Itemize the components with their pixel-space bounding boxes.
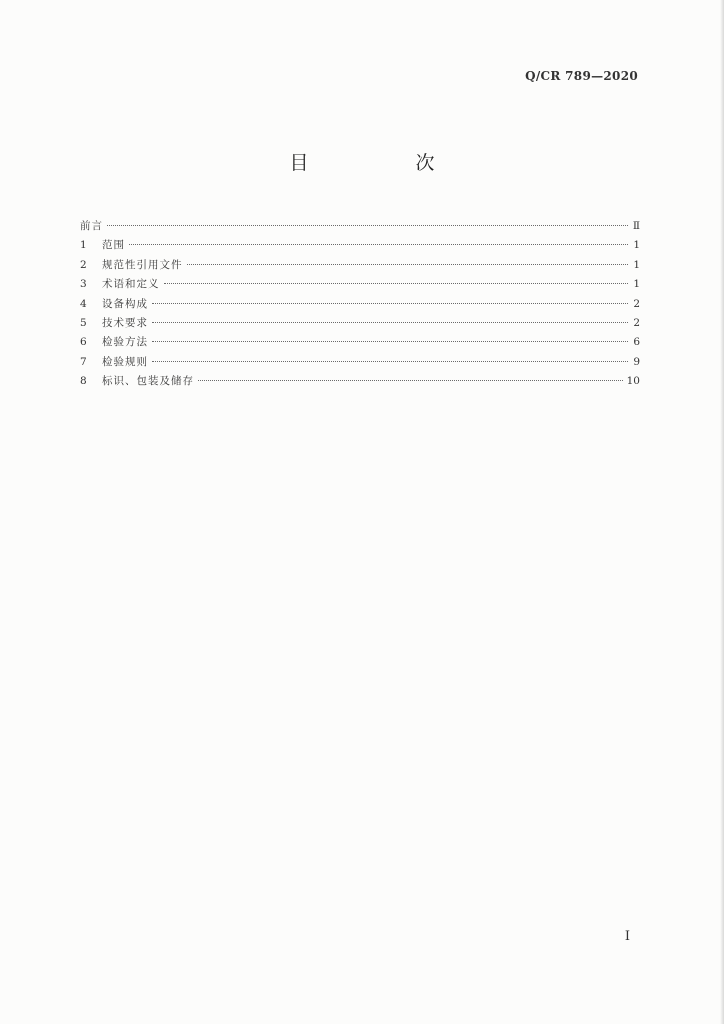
toc-entry-number: 1 xyxy=(80,239,87,252)
toc-entry-page: 10 xyxy=(626,375,640,388)
toc-entry-label: 设备构成 xyxy=(102,297,148,310)
toc-entry-page: 1 xyxy=(633,239,640,252)
toc-entry-page: 6 xyxy=(633,336,640,349)
toc-entry-page: Ⅱ xyxy=(632,220,640,232)
toc-entry-number: 8 xyxy=(80,375,87,388)
toc-entry-label: 检验方法 xyxy=(102,336,148,349)
toc-entry-number: 2 xyxy=(80,258,87,271)
toc-entry-page: 1 xyxy=(633,258,640,271)
toc-entry-number: 6 xyxy=(80,336,87,349)
toc-entry-marking-packaging-storage xyxy=(80,373,640,392)
toc-entry-normative-references xyxy=(80,257,640,276)
toc-entry-foreword xyxy=(80,218,640,237)
toc-dot-leader xyxy=(164,283,629,284)
toc-entry-number: 4 xyxy=(80,297,87,310)
toc-entry-label: 范围 xyxy=(102,239,125,252)
toc-dot-leader xyxy=(152,322,628,323)
toc-entry-label: 技术要求 xyxy=(102,316,148,329)
toc-entry-label: 前言 xyxy=(80,220,103,232)
toc-dot-leader xyxy=(152,361,628,362)
toc-entry-label: 标识、包装及储存 xyxy=(102,375,194,388)
toc-dot-leader xyxy=(187,264,629,265)
toc-entry-equipment-composition xyxy=(80,296,640,315)
toc-dot-leader xyxy=(129,244,628,245)
toc-dot-leader xyxy=(107,225,628,226)
toc-dot-leader xyxy=(152,341,628,342)
toc-entry-number: 3 xyxy=(80,278,87,291)
toc-entry-number: 7 xyxy=(80,355,87,368)
toc-entry-scope xyxy=(80,237,640,256)
toc-dot-leader xyxy=(198,380,623,381)
toc-entry-label: 检验规则 xyxy=(102,355,148,368)
toc-entry-page: 9 xyxy=(633,355,640,368)
toc-entry-page: 2 xyxy=(633,297,640,310)
toc-entry-inspection-rules xyxy=(80,354,640,373)
toc-entry-page: 2 xyxy=(633,316,640,329)
toc-entry-label: 术语和定义 xyxy=(102,278,160,291)
table-of-contents xyxy=(80,218,640,393)
toc-entry-test-methods xyxy=(80,334,640,353)
toc-dot-leader xyxy=(152,303,628,304)
page-number: I xyxy=(624,929,630,944)
toc-entry-number: 5 xyxy=(80,316,87,329)
toc-entry-page: 1 xyxy=(633,278,640,291)
document-code: Q/CR 789—2020 xyxy=(525,69,638,83)
toc-entry-label: 规范性引用文件 xyxy=(102,258,183,271)
toc-title: 目 次 xyxy=(289,152,479,174)
toc-entry-terms-definitions xyxy=(80,276,640,295)
toc-entry-technical-requirements xyxy=(80,315,640,334)
